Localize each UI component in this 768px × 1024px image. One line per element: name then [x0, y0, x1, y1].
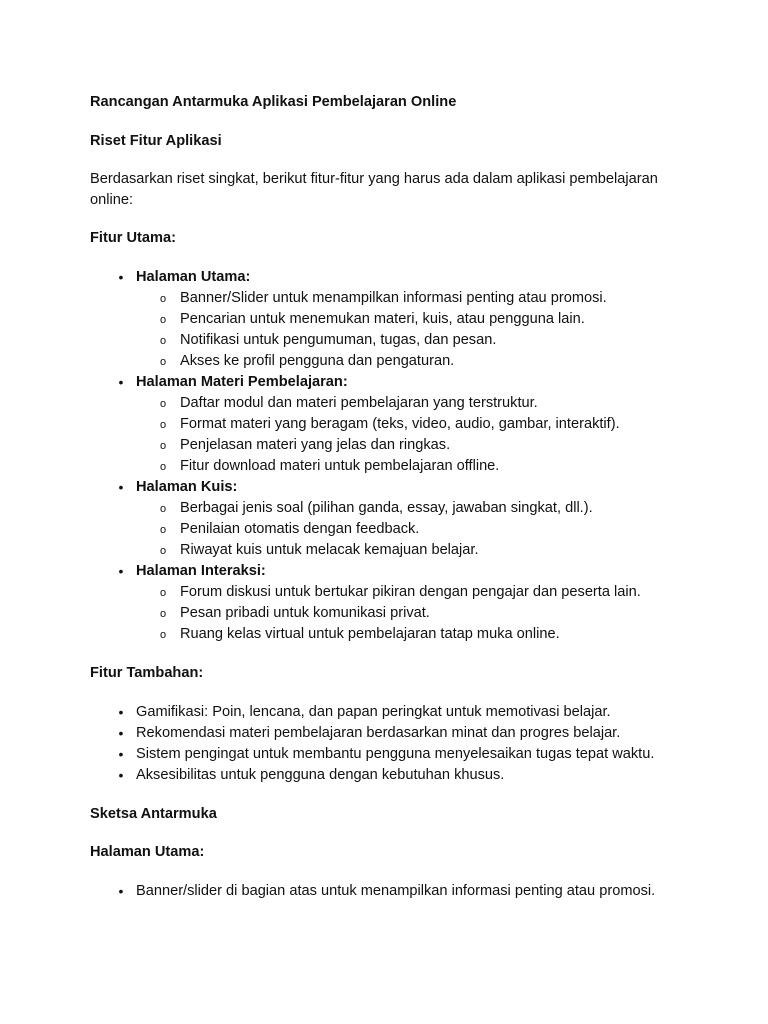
circle-bullet-icon	[157, 603, 169, 625]
sub-list	[136, 582, 690, 645]
sub-list-item-text: Pencarian untuk menemukan materi, kuis, atau pengguna lain.	[180, 311, 585, 327]
circle-bullet-icon	[157, 435, 169, 457]
sub-list-item-text: Akses ke profil pengguna dan pengaturan.	[180, 353, 455, 369]
list-item-label: Halaman Kuis:	[136, 479, 238, 495]
intro-line-2: online:	[90, 192, 134, 208]
document-page	[90, 92, 690, 902]
halaman-utama-list	[90, 881, 690, 902]
list-item	[90, 561, 690, 645]
bullet-icon	[115, 723, 127, 745]
bullet-icon	[115, 477, 127, 499]
sub-list	[136, 393, 690, 477]
sub-list	[136, 288, 690, 372]
sub-list-item-text: Notifikasi untuk pengumuman, tugas, dan pesan.	[180, 332, 497, 348]
bullet-icon	[115, 561, 127, 583]
list-item-label: Halaman Materi Pembelajaran:	[136, 374, 348, 390]
sub-list-item-text: Pesan pribadi untuk komunikasi privat.	[180, 605, 430, 621]
bullet-icon	[115, 881, 127, 903]
circle-bullet-icon	[157, 498, 169, 520]
document-title: Rancangan Antarmuka Aplikasi Pembelajaran Online	[90, 94, 457, 110]
sub-list-item-text: Fitur download materi untuk pembelajaran offline.	[180, 458, 500, 474]
sub-list-item-text: Format materi yang beragam (teks, video, audio, gambar, interaktif).	[180, 416, 620, 432]
sub-list-item-text: Ruang kelas virtual untuk pembelajaran tatap muka online.	[180, 626, 560, 642]
sub-list-item-text: Penilaian otomatis dengan feedback.	[180, 521, 420, 537]
fitur-tambahan-list	[90, 702, 690, 786]
section-heading-fitur-utama: Fitur Utama:	[90, 230, 176, 246]
sub-list-item	[90, 603, 690, 624]
intro-paragraph	[90, 169, 690, 211]
bullet-icon	[115, 744, 127, 766]
list-item-text: Sistem pengingat untuk membantu pengguna menyelesaikan tugas tepat waktu.	[136, 746, 655, 762]
bullet-icon	[115, 372, 127, 394]
sub-list-item-text: Riwayat kuis untuk melacak kemajuan belajar.	[180, 542, 479, 558]
bullet-icon	[115, 702, 127, 724]
circle-bullet-icon	[157, 351, 169, 373]
sub-list-item	[90, 582, 690, 603]
list-item-label: Halaman Utama:	[136, 269, 251, 285]
sub-list-item	[90, 435, 690, 456]
list-item	[90, 881, 690, 902]
circle-bullet-icon	[157, 288, 169, 310]
section-heading-fitur-tambahan: Fitur Tambahan:	[90, 665, 204, 681]
list-item-text: Aksesibilitas untuk pengguna dengan kebutuhan khusus.	[136, 767, 505, 783]
sub-list-item	[90, 393, 690, 414]
circle-bullet-icon	[157, 519, 169, 541]
sub-list-item-text: Berbagai jenis soal (pilihan ganda, essay, jawaban singkat, dll.).	[180, 500, 593, 516]
section-heading-halaman-utama: Halaman Utama:	[90, 844, 205, 860]
sub-list	[136, 498, 690, 561]
sub-list-item	[90, 330, 690, 351]
list-item	[90, 267, 690, 372]
circle-bullet-icon	[157, 540, 169, 562]
sub-list-item	[90, 456, 690, 477]
section-heading-riset: Riset Fitur Aplikasi	[90, 133, 222, 149]
bullet-icon	[115, 765, 127, 787]
sub-list-item-text: Penjelasan materi yang jelas dan ringkas.	[180, 437, 451, 453]
sub-list-item-text: Forum diskusi untuk bertukar pikiran dengan pengajar dan peserta lain.	[180, 584, 641, 600]
list-item	[90, 723, 690, 744]
intro-line-1: Berdasarkan riset singkat, berikut fitur-fitur yang harus ada dalam aplikasi pembelajaran	[90, 171, 658, 187]
sub-list-item	[90, 540, 690, 561]
list-item-label: Halaman Interaksi:	[136, 563, 266, 579]
list-item	[90, 477, 690, 561]
circle-bullet-icon	[157, 393, 169, 415]
fitur-utama-list	[90, 267, 690, 645]
list-item	[90, 702, 690, 723]
sub-list-item-text: Daftar modul dan materi pembelajaran yang terstruktur.	[180, 395, 538, 411]
sub-list-item	[90, 519, 690, 540]
list-item-text: Rekomendasi materi pembelajaran berdasarkan minat dan progres belajar.	[136, 725, 621, 741]
sub-list-item	[90, 498, 690, 519]
sub-list-item	[90, 288, 690, 309]
list-item	[90, 744, 690, 765]
list-item	[90, 372, 690, 477]
circle-bullet-icon	[157, 624, 169, 646]
sub-list-item-text: Banner/Slider untuk menampilkan informasi penting atau promosi.	[180, 290, 607, 306]
sub-list-item	[90, 351, 690, 372]
sub-list-item	[90, 309, 690, 330]
circle-bullet-icon	[157, 414, 169, 436]
list-item-text: Gamifikasi: Poin, lencana, dan papan peringkat untuk memotivasi belajar.	[136, 704, 611, 720]
sub-list-item	[90, 414, 690, 435]
circle-bullet-icon	[157, 330, 169, 352]
sub-list-item	[90, 624, 690, 645]
list-item-text: Banner/slider di bagian atas untuk menampilkan informasi penting atau promosi.	[136, 883, 656, 899]
bullet-icon	[115, 267, 127, 289]
circle-bullet-icon	[157, 309, 169, 331]
section-heading-sketsa: Sketsa Antarmuka	[90, 806, 217, 822]
circle-bullet-icon	[157, 456, 169, 478]
circle-bullet-icon	[157, 582, 169, 604]
list-item	[90, 765, 690, 786]
